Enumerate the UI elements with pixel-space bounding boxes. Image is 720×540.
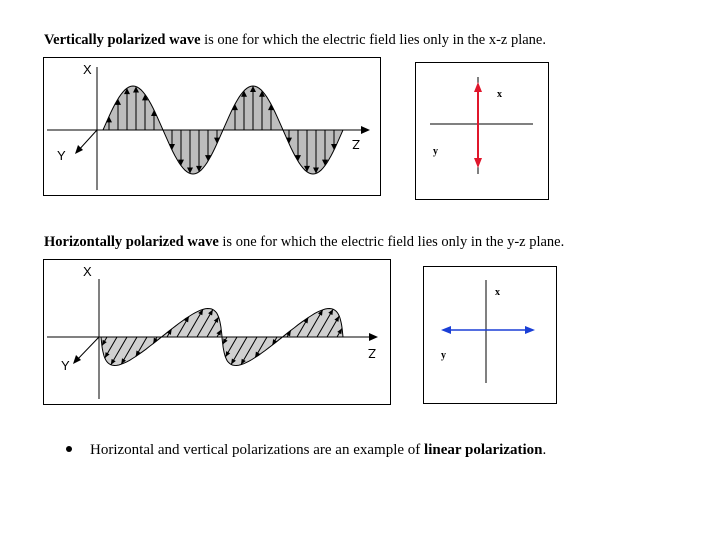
vertical-wave-diagram (43, 57, 383, 197)
bullet-dot-icon (66, 446, 72, 452)
vertical-z-arrowhead (361, 126, 370, 134)
vertical-wave-frame (44, 58, 381, 196)
horizontal-inset-diagram (423, 266, 559, 406)
vertical-heading-rest: is one for which the electric field lies only in the x-z plane. (200, 32, 546, 48)
horizontal-z-arrowhead (369, 333, 378, 341)
horizontal-wave-x-label: X (83, 264, 92, 279)
vertical-wave-y-label: Y (57, 148, 66, 163)
horizontal-heading-bold: Horizontally polarized wave (44, 234, 219, 250)
horizontal-inset-x-label: x (495, 287, 500, 298)
horizontal-wave-y-label: Y (61, 358, 70, 373)
vertical-field-arrowhead-down (474, 158, 482, 168)
bullet-text-after: . (542, 442, 547, 458)
horizontal-heading (44, 234, 564, 251)
horizontal-wave-diagram (43, 259, 393, 407)
horizontal-inset-y-label: y (441, 350, 446, 361)
vertical-heading (44, 32, 546, 49)
vertical-field-arrowhead-up (474, 82, 482, 92)
horizontal-heading-rest: is one for which the electric field lies only in the y-z plane. (218, 234, 565, 250)
vertical-inset-x-label: x (497, 89, 502, 100)
vertical-wave-z-label: Z (352, 137, 360, 152)
vertical-inset-frame (416, 63, 549, 200)
bullet-text-before: Horizontal and vertical polarizations are an example of (90, 442, 425, 458)
vertical-inset-y-label: y (433, 146, 438, 157)
vertical-inset-diagram (415, 62, 551, 202)
horizontal-field-arrowhead-left (441, 326, 451, 334)
vertical-heading-bold: Vertically polarized wave (44, 32, 201, 48)
bullet-item (66, 442, 546, 459)
vertical-wave-x-label: X (83, 62, 92, 77)
horizontal-field-arrowhead-right (525, 326, 535, 334)
bullet-text-bold: linear polarization (424, 442, 543, 458)
horizontal-inset-frame (424, 267, 557, 404)
horizontal-wave-z-label: Z (368, 346, 376, 361)
